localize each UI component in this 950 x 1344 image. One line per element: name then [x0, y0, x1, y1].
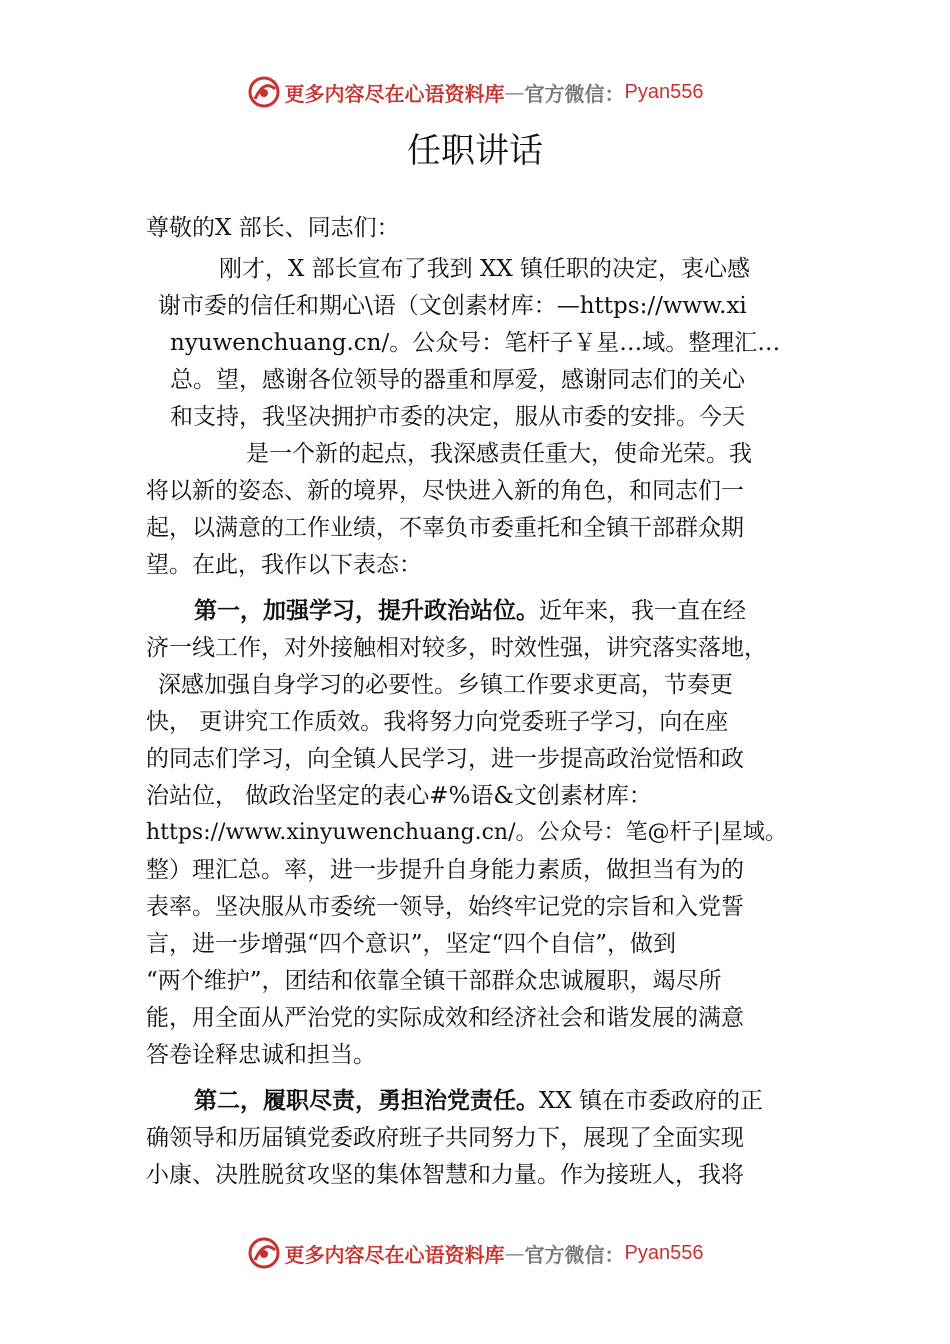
salutation: 尊敬的X 部长、同志们： [146, 215, 400, 241]
text-fragment: 近年来，我一直在经 [539, 598, 746, 624]
text-fragment: XX 镇在市委政府的正 [539, 1088, 764, 1114]
paragraph-first-lead [194, 596, 746, 626]
banner-main-text: 更多内容尽在心语资料库 [284, 81, 505, 106]
text-line: 深感加强自身学习的必要性。乡镇工作要求更高，节奏更 [158, 672, 733, 698]
text-line: 整）理汇总。率，进一步提升自身能力素质，做担当有为的 [146, 857, 744, 883]
text-line: 刚才，X 部长宣布了我到 XX 镇任职的决定，衷心感 [219, 256, 751, 282]
brand-logo-icon [247, 75, 281, 109]
text-line: 小康、决胜脱贫攻坚的集体智慧和力量。作为接班人，我将 [146, 1162, 744, 1188]
heading-second: 第二，履职尽责，勇担治党责任。 [194, 1088, 539, 1114]
banner-dash: — [504, 80, 525, 104]
text-line: 济一线工作，对外接触相对较多，时效性强，讲究落实落地， [146, 635, 767, 661]
text-line: 将以新的姿态、新的境界，尽快进入新的角色，和同志们一 [146, 478, 744, 504]
text-line: 快， 更讲究工作质效。我将努力向党委班子学习，向在座 [146, 709, 729, 735]
paragraph-second-lead [194, 1086, 763, 1116]
banner-wechat-label: 官方微信： [524, 81, 625, 106]
text-line: 是一个新的起点，我深感责任重大，使命光荣。我 [246, 441, 752, 467]
heading-first: 第一，加强学习，提升政治站位。 [194, 598, 539, 624]
text-line: 确领导和历届镇党委政府班子共同努力下，展现了全面实现 [146, 1125, 744, 1151]
footer-banner [0, 1233, 950, 1273]
text-line: 和支持，我坚决拥护市委的决定，服从市委的安排。今天 [170, 404, 745, 430]
text-line: https://www.xinyuwenchuang.cn/。公众号：笔@杆子|星域。 [146, 820, 787, 845]
banner-dash: — [504, 1241, 525, 1265]
text-line: 答卷诠释忠诚和担当。 [146, 1042, 376, 1068]
banner-wechat-id: Pyan556 [624, 1241, 704, 1264]
text-line: 表率。坚决服从市委统一领导，始终牢记党的宗旨和入党誓 [146, 894, 744, 920]
header-banner [0, 72, 950, 112]
banner-wechat-label: 官方微信： [524, 1242, 625, 1267]
text-line: “两个维护”，团结和依靠全镇干部群众忠诚履职，竭尽所 [146, 968, 722, 994]
text-line: 言，进一步增强“四个意识”，坚定“四个自信”，做到 [146, 931, 677, 957]
banner-main-text: 更多内容尽在心语资料库 [284, 1242, 505, 1267]
text-line: 起，以满意的工作业绩，不辜负市委重托和全镇干部群众期 [146, 515, 744, 541]
brand-logo-icon [247, 1236, 281, 1270]
text-line: nyuwenchuang.cn/。公众号：笔杆子￥星…域。整理汇… [170, 330, 781, 356]
text-line: 望。在此，我作以下表态： [146, 552, 422, 578]
banner-wechat-id: Pyan556 [624, 80, 704, 103]
page-title: 任职讲话 [407, 131, 543, 171]
text-line: 谢市委的信任和期心\语（文创素材库：—https://www.xi [158, 293, 747, 319]
text-line: 的同志们学习，向全镇人民学习，进一步提高政治觉悟和政 [146, 746, 744, 772]
text-line: 总。望，感谢各位领导的器重和厚爱，感谢同志们的关心 [170, 367, 745, 393]
text-line: 能，用全面从严治党的实际成效和经济社会和谐发展的满意 [146, 1005, 744, 1031]
text-line: 治站位， 做政治坚定的表心#%语&文创素材库： [146, 783, 652, 809]
